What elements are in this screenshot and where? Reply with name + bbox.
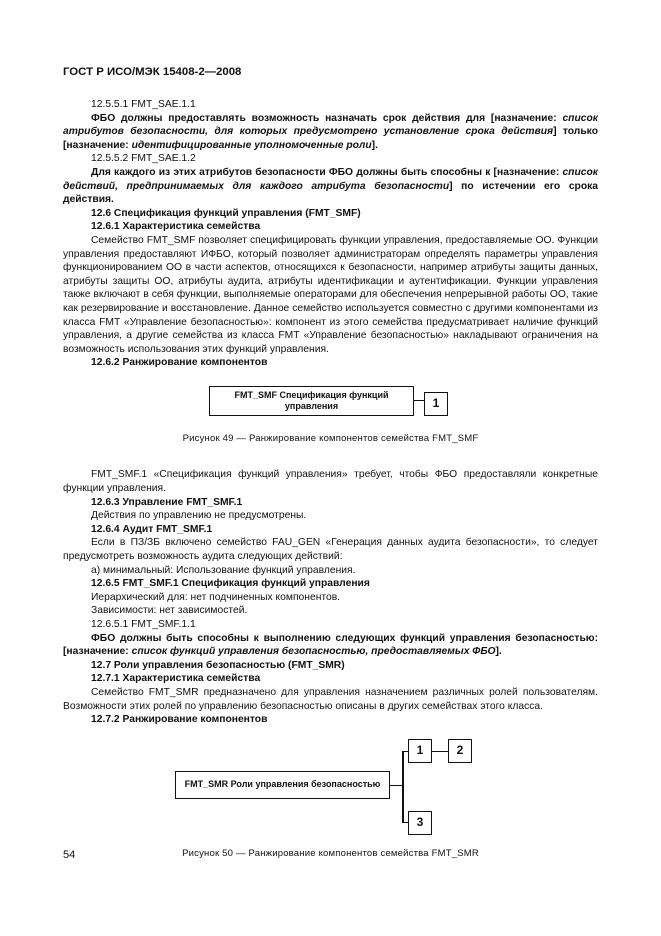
page-body — [63, 98, 598, 860]
connector-line — [390, 785, 402, 787]
component-number-2: 2 — [448, 739, 472, 763]
requirement-text: Для каждого из этих атрибутов безопасности ФБО должны быть способны к [назначение: список действий, предпринимаемых для каждого атрибута безопасности] по истечении его срока действия. — [63, 166, 599, 206]
component-number-1: 1 — [408, 739, 432, 763]
requirement-text: ФБО должны быть способны к выполнению следующих функций управления безопасностью: [назначение: список функций управления безопасностью, предоставляемых ФБО]. — [63, 632, 598, 658]
requirement-text: ФБО должны предоставлять возможность назначать срок действия для [назначение: список атрибутов безопасности, для которых предусмотрено установление срока действия] только [назначение: идентифицированные уполномоченные роли]. — [63, 112, 598, 151]
component-number-3: 3 — [408, 811, 432, 835]
subsection-heading: 12.6.5 FMT_SMF.1 Спецификация функций управления — [91, 578, 370, 590]
element-id: 12.6.5.1 FMT_SMF.1.1 — [91, 619, 196, 630]
subsection-heading: 12.6.3 Управление FMT_SMF.1 — [91, 496, 243, 508]
component-box-fmt-smr: FMT_SMR Роли управления безопасностью — [175, 771, 390, 799]
subsection-heading: 12.7.2 Ранжирование компонентов — [91, 714, 268, 726]
figure-caption: Рисунок 50 — Ранжирование компонентов семейства FMT_SMR — [182, 847, 479, 859]
element-id: 12.5.5.1 FMT_SAE.1.1 — [91, 99, 196, 110]
paragraph: Если в ПЗ/ЗБ включено семейство FAU_GEN «Генерация данных аудита безопасности», то следует предусмотреть возможность аудита следующих действий: — [63, 537, 598, 563]
paragraph: Семейство FMT_SMR предназначено для управления назначением различных ролей пользователям. Возможности этих ролей по управлению безопасностью описаны в других семействах этого класса. — [63, 686, 598, 712]
figure-49 — [63, 372, 598, 432]
subsection-heading: 12.6.2 Ранжирование компонентов — [91, 357, 268, 369]
connector-line — [414, 400, 424, 402]
page-number: 54 — [63, 849, 76, 861]
document-header: ГОСТ Р ИСО/МЭК 15408-2—2008 — [63, 66, 242, 78]
list-item: а) минимальный: Использование функций управления. — [91, 564, 356, 576]
connector-line — [402, 751, 404, 823]
paragraph: Действия по управлению не предусмотрены. — [91, 510, 307, 522]
paragraph: Иерархический для: нет подчиненных компонентов. — [91, 591, 341, 603]
component-box-fmt-smf: FMT_SMF Спецификация функций управления — [209, 386, 414, 416]
paragraph: Зависимости: нет зависимостей. — [91, 605, 248, 617]
component-number-1: 1 — [424, 392, 448, 416]
subsection-heading: 12.6.4 Аудит FMT_SMF.1 — [91, 523, 213, 535]
section-heading: 12.6 Спецификация функций управления (FMT_SMF) — [91, 207, 361, 219]
figure-50 — [63, 731, 598, 831]
paragraph: Семейство FMT_SMF позволяет специфицировать функции управления, предоставляемые ОО. Функции управления предоставляют ИФБО, который позволяет администраторам определять параметры управления функционированием ОО в части аспектов, относящихся к безопасности, например атрибуты защиты данных, атрибуты защиты ОО, атрибуты аудита, атрибуты идентификации и аутентификации. Функции управления также включают в себя функции, выполняемые операторами для обеспечения непрерывной работы ОО, такие как резервирование и восстановление. Данное семейство используется совместно с другими компонентами из класса FMT «Управление безопасностью»: компонент из этого семейства предусматривает наличие функций управления, а другие семейства из класса FMT «Управление безопасностью» накладывают ограничения на возможность использования этих функций управления. — [63, 234, 598, 355]
connector-line — [432, 751, 448, 753]
figure-caption: Рисунок 49 — Ранжирование компонентов семейства FMT_SMF — [182, 432, 479, 444]
subsection-heading: 12.6.1 Характеристика семейства — [91, 221, 261, 233]
element-id: 12.5.5.2 FMT_SAE.1.2 — [91, 153, 196, 165]
section-heading: 12.7 Роли управления безопасностью (FMT_SMR) — [91, 659, 345, 671]
subsection-heading: 12.7.1 Характеристика семейства — [91, 673, 261, 685]
paragraph: FMT_SMF.1 «Спецификация функций управления» требует, чтобы ФБО предоставляли конкретные функции управления. — [63, 469, 598, 495]
